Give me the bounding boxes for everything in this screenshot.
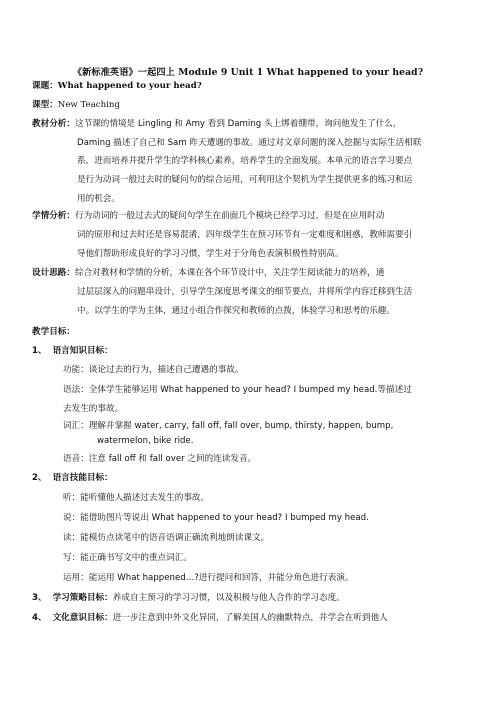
design-line: 中。以学生的学为主体，通过小组合作探究和教师的点拨，体验学习和思考的乐趣。 [77, 306, 395, 316]
goal2-write: 写：能正确书写文中的重点词汇。 [63, 553, 192, 563]
type-label: 课型： [32, 100, 58, 110]
type-row [32, 99, 120, 111]
students-label: 学情分析： [32, 211, 75, 221]
goal4-text: 进一步注意到中外文化异同，了解美国人的幽默特点，并学会在听到他人 [112, 613, 388, 623]
students-line: 行为动词的一般过去式的疑问句学生在前面几个模块已经学习过，但是在应用时动 [74, 211, 385, 221]
topic-value: What happened to your head? [57, 81, 202, 91]
goal2-use: 运用：能运用 What happened…?进行提问和回答，并能分角色进行表演。 [63, 573, 354, 583]
students-line: 词的原形和过去时还是容易混淆，四年级学生在预习环节有一定难度和困惑，教师需要引 [77, 230, 413, 240]
type-value: New Teaching [57, 100, 120, 110]
goal1-grammar-cont: 去发生的事故。 [63, 404, 124, 414]
goal2-heading [32, 472, 113, 484]
goals-heading: 教学目标： [32, 327, 75, 337]
goal1-phonetics: 语音：注意 fall off 和 fall over 之间的连读发音。 [63, 454, 257, 464]
design-label: 设计思路： [32, 268, 75, 278]
topic-label: 课题： [32, 81, 58, 91]
material-row-1 [32, 118, 401, 130]
design-row-1 [32, 267, 384, 279]
material-line: 这节课的情境是 Lingling 和 Amy 看到 Daming 头上绑着绷带，询问他发生了什么， [74, 119, 402, 129]
students-row-1 [32, 210, 384, 222]
goal4-row [32, 612, 388, 624]
material-label: 教材分析： [32, 119, 75, 129]
goal2-listen: 听：能听懂他人描述过去发生的事故。 [63, 493, 210, 503]
material-line: 是行为动词一般过去时的疑问句的综合运用，可利用这个契机为学生提供更多的练习和运 [77, 175, 413, 185]
goal1-vocab: 词汇：理解并掌握 water, carry, fall off, fall over, bump, thirsty, happen, bump, [63, 421, 394, 431]
goal2-speak: 说：能借助图片等说出 What happened to your head? I bumped my head. [63, 513, 369, 523]
goal4-number: 4、 [32, 613, 47, 623]
goal3-row [32, 592, 345, 604]
document-title: 《新标准英语》一起四上 Module 9 Unit 1 What happened to your head? [72, 67, 424, 78]
goal2-read: 读：能模仿点读笔中的语音语调正确流利地朗读课文。 [63, 533, 270, 543]
goal3-label: 学习策略目标： [52, 593, 113, 603]
goal1-label: 语言知识目标： [52, 346, 113, 356]
goal1-function: 功能：谈论过去的行为，描述自己遭遇的事故。 [63, 365, 244, 375]
material-line: Daming 描述了自己和 Sam 昨天遭遇的事故。通过对文章问题的深入挖掘与实际生活相联 [77, 138, 422, 148]
goal3-number: 3、 [32, 593, 47, 603]
goal2-number: 2、 [32, 473, 47, 483]
students-line: 导他们帮助形成良好的学习习惯，学生对于分角色表演积极性特别高。 [77, 249, 344, 259]
design-line: 综合对教材和学情的分析，本课在各个环节设计中，关注学生阅读能力的培养，通 [74, 268, 385, 278]
topic-row [32, 80, 202, 92]
goal2-label: 语言技能目标： [52, 473, 113, 483]
goal4-label: 文化意识目标： [52, 613, 113, 623]
material-line: 系，进而培养并提升学生的学科核心素养，培养学生的全面发展。本单元的语言学习要点 [77, 156, 413, 166]
goal1-number: 1、 [32, 346, 47, 356]
goal1-vocab-cont: watermelon, bike ride. [97, 436, 194, 446]
material-line: 用的机会。 [77, 194, 120, 204]
goal3-text: 养成自主预习的学习习惯，以及积极与他人合作的学习态度。 [112, 593, 345, 603]
goal1-grammar: 语法：全体学生能够运用 What happened to your head? I bumped my head.等描述过 [63, 385, 412, 395]
design-line: 过层层深入的问题串设计，引导学生深度思考课文的细节要点，并将所学内容迁移到生活 [77, 287, 413, 297]
goal1-heading [32, 345, 113, 357]
